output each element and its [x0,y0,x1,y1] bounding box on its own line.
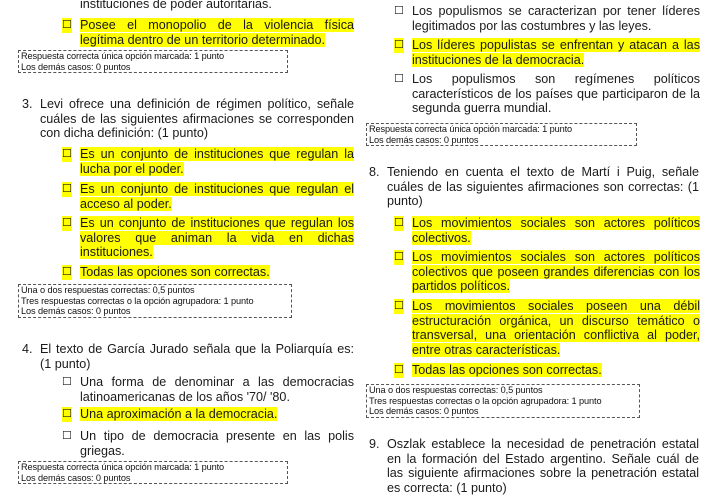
option-q3-3[interactable] [62,216,354,260]
scoring-line: Los demás casos: 0 puntos [21,472,131,483]
checkbox-icon[interactable]: ☐ [394,250,404,263]
option-fragment [62,0,354,12]
option-q3-2[interactable] [62,182,354,211]
option-text: Los populismos se caracterizan por tener líderes legitimados por las costumbres y las leyes. [412,4,700,33]
scoring-line: Los demás casos: 0 puntos [21,61,131,72]
option-q3-4[interactable] [62,265,354,280]
question-text: Levi ofrece una definición de régimen político, señale cuáles de las siguientes afirmaciones se corresponden con dicha definición: (1 punto) [40,97,354,141]
option-q4-2[interactable] [62,407,354,422]
question-9 [369,437,699,495]
scoring-box [18,50,288,73]
option-text: Todas las opciones son correctas. [80,265,270,279]
checkbox-icon[interactable]: ☐ [394,363,404,376]
checkbox-icon[interactable]: ☐ [394,299,404,312]
option-text: Una forma de denominar a las democracias latinoamericanas de los años '70/ '80. [80,375,354,404]
option-q7-1[interactable] [394,4,700,33]
option-text: Una aproximación a la democracia. [80,407,278,421]
checkbox-icon[interactable]: ☐ [62,182,72,195]
option-q4-3[interactable] [62,429,354,458]
scoring-line: Una o dos respuestas correctas: 0,5 puntos [369,385,543,395]
option-q8-2[interactable] [394,250,700,294]
scoring-line: Respuesta correcta única opción marcada: 1 punto [369,124,573,134]
question-text: Teniendo en cuenta el texto de Martí i Puig, señale cuáles de las siguientes afirmaciones son correctas: (1 punto) [387,165,699,209]
option-text: instituciones de poder autoritarias. [80,0,272,11]
checkbox-icon[interactable]: ☐ [62,216,72,229]
option-text: Posee el monopolio de la violencia física legítima dentro de un territorio determinado. [80,18,354,47]
option-q7-3[interactable] [394,72,700,116]
checkbox-icon[interactable]: ☐ [62,18,72,31]
question-number: 9. [369,437,380,451]
option-q8-3[interactable] [394,299,700,357]
checkbox-icon[interactable]: ☐ [394,38,404,51]
checkbox-icon[interactable]: ☐ [62,407,72,420]
question-4 [22,342,354,371]
option-text: Los movimientos sociales son actores políticos colectivos. [412,216,700,245]
question-number: 4. [22,342,33,356]
option-text: Es un conjunto de instituciones que regulan la lucha por el poder. [80,147,354,176]
question-3 [22,97,354,141]
scoring-line: Tres respuestas correctas o la opción agrupadora: 1 punto [369,395,602,406]
scoring-box [366,384,640,418]
checkbox-icon[interactable]: ☐ [394,4,404,17]
option-text: Es un conjunto de instituciones que regulan los valores que animan la vida en dichas instituciones. [80,216,354,260]
question-8 [369,165,699,209]
scoring-line: Los demás casos: 0 puntos [21,306,131,317]
option-text: Los líderes populistas se enfrentan y atacan a las instituciones de la democracia. [412,38,700,67]
checkbox-icon[interactable]: ☐ [62,429,72,442]
option-text: Es un conjunto de instituciones que regulan el acceso al poder. [80,182,354,211]
option-text: Los populismos son regímenes políticos característicos de los países que participaron de la segunda guerra mundial. [412,72,700,116]
scoring-box [18,461,288,484]
option-text: Los movimientos sociales poseen una débil estructuración orgánica, un discurso temático o transversal, una orientación conflictiva al poder, entre otras características. [412,299,700,357]
option-text: Todas las opciones son correctas. [412,363,602,377]
question-number: 3. [22,97,33,111]
option-text: Los movimientos sociales son actores políticos colectivos que poseen grandes diferencias con los partidos políticos. [412,250,700,294]
option-text: Un tipo de democracia presente en las polis griegas. [80,429,354,458]
question-number: 8. [369,165,380,179]
scoring-box [366,123,637,146]
option-q7-2[interactable] [394,38,700,67]
option-q4-1[interactable] [62,375,354,404]
option-q8-4[interactable] [394,363,700,378]
question-text: El texto de García Jurado señala que la Poliarquía es: (1 punto) [40,342,354,371]
scoring-line: Los demás casos: 0 puntos [369,134,479,145]
option-q2-last[interactable] [62,18,354,47]
question-text: Oszlak establece la necesidad de penetración estatal en la formación del Estado argentino. Señale cuál de las siguiente afirmaciones sobre la penetración estatal es correcta: (1 punto) [387,437,699,495]
scoring-line: Respuesta correcta única opción marcada: 1 punto [21,462,225,472]
checkbox-icon[interactable]: ☐ [394,216,404,229]
scoring-line: Tres respuestas correctas o la opción agrupadora: 1 punto [21,295,254,306]
checkbox-icon[interactable]: ☐ [62,147,72,160]
scoring-line: Los demás casos: 0 puntos [369,406,479,417]
scoring-box [18,284,292,318]
checkbox-icon[interactable]: ☐ [394,72,404,85]
scoring-line: Una o dos respuestas correctas: 0,5 puntos [21,285,195,295]
checkbox-icon[interactable]: ☐ [62,375,72,388]
option-q8-1[interactable] [394,216,700,245]
checkbox-icon[interactable]: ☐ [62,265,72,278]
scoring-line: Respuesta correcta única opción marcada: 1 punto [21,51,225,61]
option-q3-1[interactable] [62,147,354,176]
